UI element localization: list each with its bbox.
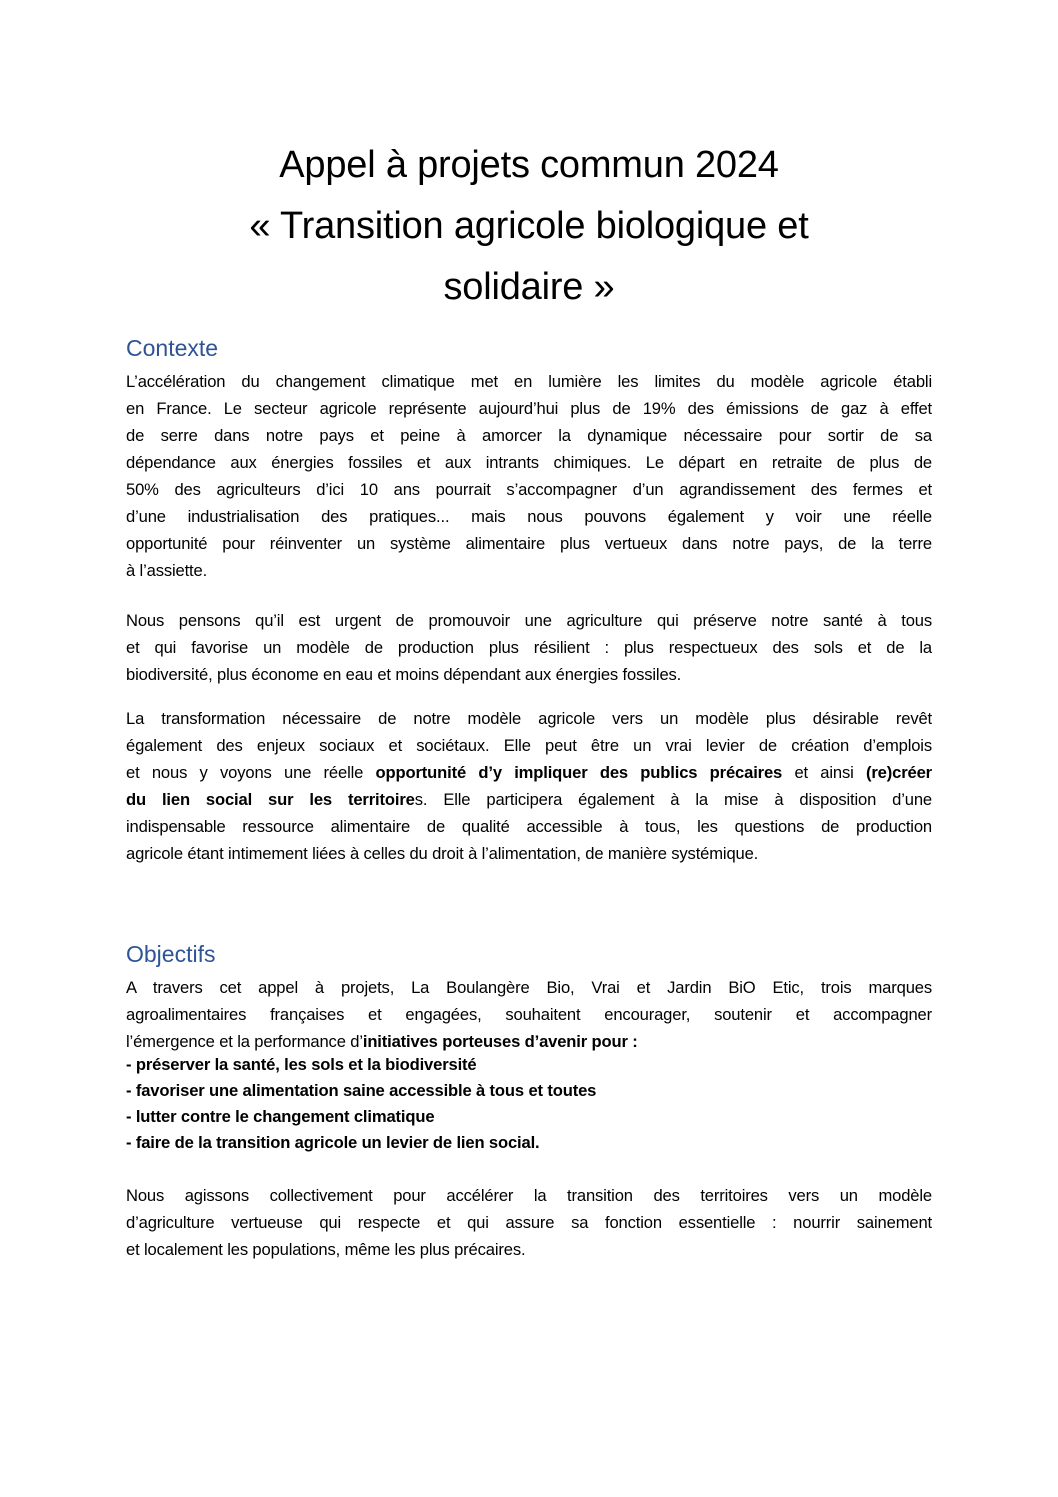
objectives-list <box>126 1052 932 1156</box>
text-line: indispensable ressource alimentaire de qualité accessible à tous, les questions de production <box>126 817 932 836</box>
contexte-heading: Contexte <box>126 335 219 361</box>
text-line: en France. Le secteur agricole représente aujourd’hui plus de 19% des émissions de gaz à effet <box>126 399 932 418</box>
page-title <box>126 135 932 318</box>
text-line: Nous agissons collectivement pour accélérer la transition des territoires vers un modèle <box>126 1186 932 1205</box>
contexte-paragraph-2 <box>126 607 932 688</box>
text-line: A travers cet appel à projets, La Boulangère Bio, Vrai et Jardin BiO Etic, trois marques <box>126 978 932 997</box>
text-run: et ainsi <box>782 763 866 782</box>
objectifs-heading: Objectifs <box>126 941 216 967</box>
bold-text: opportunité d’y impliquer des publics précaires <box>375 763 783 782</box>
text-line: agroalimentaires françaises et engagées, souhaitent encourager, soutenir et accompagner <box>126 1005 932 1024</box>
text-line: à l’assiette. <box>126 561 208 580</box>
text-line: également des enjeux sociaux et sociétaux. Elle peut être un vrai levier de création d’emplois <box>126 736 932 755</box>
text-line: L’accélération du changement climatique met en lumière les limites du modèle agricole établi <box>126 372 932 391</box>
objectifs-paragraph-1 <box>126 974 932 1055</box>
title-line-1: Appel à projets commun 2024 <box>279 144 779 186</box>
text-line: d’agriculture vertueuse qui respecte et qui assure sa fonction essentielle : nourrir sainement <box>126 1213 932 1232</box>
text-line: et qui favorise un modèle de production plus résilient : plus respectueux des sols et de la <box>126 638 932 657</box>
contexte-paragraph-3 <box>126 705 932 867</box>
bold-text: initiatives porteuses d’avenir pour : <box>362 1032 638 1051</box>
text-line: dépendance aux énergies fossiles et aux intrants chimiques. Le départ en retraite de plus de <box>126 453 932 472</box>
text-line: 50% des agriculteurs d’ici 10 ans pourrait s’accompagner d’un agrandissement des fermes et <box>126 480 932 499</box>
text-line: biodiversité, plus économe en eau et moins dépendant aux énergies fossiles. <box>126 665 682 684</box>
text-line: agricole étant intimement liées à celles du droit à l’alimentation, de manière systémique. <box>126 844 759 863</box>
text-line: d’une industrialisation des pratiques... mais nous pouvons également y voir une réelle <box>126 507 932 526</box>
list-item: - lutter contre le changement climatique <box>126 1107 435 1126</box>
list-item: - préserver la santé, les sols et la biodiversité <box>126 1055 477 1074</box>
title-line-2: « Transition agricole biologique et <box>249 205 809 247</box>
text-line: La transformation nécessaire de notre modèle agricole vers un modèle plus désirable revêt <box>126 709 932 728</box>
text-line: Nous pensons qu’il est urgent de promouvoir une agriculture qui préserve notre santé à tous <box>126 611 932 630</box>
title-line-3: solidaire » <box>443 266 615 308</box>
text-run: et nous y voyons une réelle <box>126 763 376 782</box>
text-line: opportunité pour réinventer un système alimentaire plus vertueux dans notre pays, de la terre <box>126 534 932 553</box>
text-run: s. Elle participera également à la mise à disposition d’une <box>414 790 932 809</box>
list-item: - favoriser une alimentation saine accessible à tous et toutes <box>126 1081 597 1100</box>
text-line: et localement les populations, même les plus précaires. <box>126 1240 526 1259</box>
text-run: l’émergence et la performance d’ <box>126 1032 363 1051</box>
bold-text: du lien social sur les territoire <box>126 790 415 809</box>
list-item: - faire de la transition agricole un levier de lien social. <box>126 1133 540 1152</box>
text-line <box>126 759 932 786</box>
contexte-paragraph-1 <box>126 368 932 584</box>
bold-text: (re)créer <box>865 763 932 782</box>
text-line <box>126 786 932 813</box>
objectifs-paragraph-2 <box>126 1182 932 1263</box>
text-line <box>126 1028 932 1055</box>
text-line: de serre dans notre pays et peine à amorcer la dynamique nécessaire pour sortir de sa <box>126 426 932 445</box>
